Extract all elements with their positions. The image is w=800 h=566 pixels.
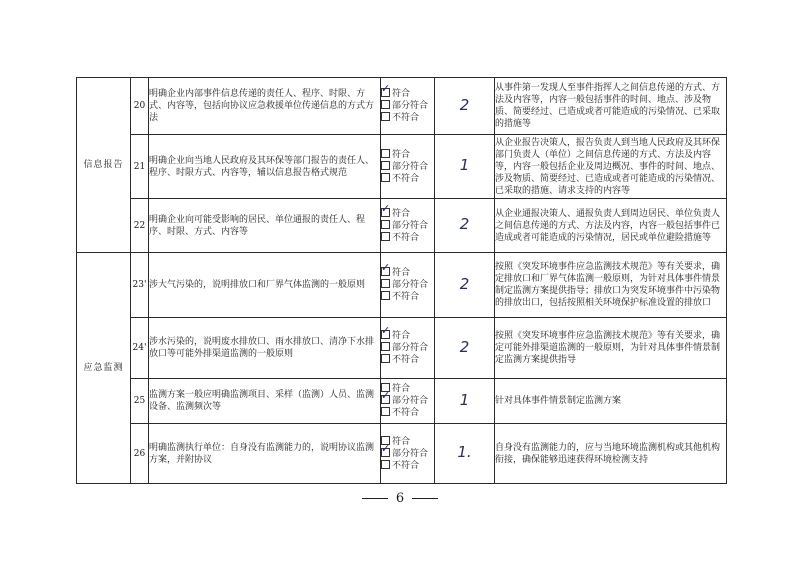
option-label: 符合 — [392, 268, 411, 278]
handwritten-score — [435, 135, 495, 199]
page-footer — [0, 491, 800, 506]
item-number: 26 — [131, 424, 149, 484]
requirement-text: 明确企业向可能受影响的居民、单位通报的责任人、程序、时限、方式、内容等 — [149, 199, 381, 253]
guidance-note: 从事件第一发现人至事件指挥人之间信息传递的方式、方法及内容等，内容一般包括事件的时间、地点、涉及物质、简要经过、已造成或者可能造成的污染情况、已采取的措施等 — [495, 78, 727, 135]
option-label: 不符合 — [392, 232, 420, 243]
section-label: 信息报告 — [77, 78, 131, 253]
item-number: 20 — [131, 78, 149, 135]
option-meets[interactable] — [381, 201, 434, 220]
requirement-text: 明确企业内部事件信息传递的责任人、程序、时限、方式、内容等，包括向协议应急救援单位传递信息的方式方法 — [149, 78, 381, 135]
option-fails[interactable] — [381, 460, 434, 472]
checkbox-icon[interactable] — [381, 389, 391, 404]
requirement-text: 涉大气污染的，说明排放口和厂界气体监测的一般原则 — [149, 253, 381, 318]
checkbox-icon[interactable] — [381, 82, 391, 97]
checkbox-icon[interactable] — [381, 149, 390, 158]
footer-dash-right — [412, 498, 438, 499]
option-partial[interactable] — [381, 441, 434, 460]
check-mark-icon: ✓ — [381, 324, 391, 337]
option-fails[interactable] — [381, 354, 434, 366]
handwritten-score — [435, 379, 495, 424]
option-meets[interactable] — [381, 82, 434, 100]
option-label: 部分符合 — [392, 280, 429, 290]
option-label: 部分符合 — [392, 220, 429, 231]
checkbox-icon[interactable] — [381, 342, 390, 351]
compliance-options — [381, 253, 435, 318]
option-label: 部分符合 — [392, 448, 429, 459]
check-mark-icon: ✓ — [381, 389, 391, 402]
option-partial[interactable] — [381, 389, 434, 407]
check-mark-icon: ✓ — [381, 201, 391, 215]
checkbox-icon[interactable] — [381, 100, 390, 109]
option-meets[interactable] — [381, 149, 434, 161]
score-value: 2 — [459, 337, 470, 356]
option-label: 符合 — [392, 89, 411, 99]
item-number: 25 — [131, 379, 149, 424]
item-number: 23' — [131, 253, 149, 318]
option-label: 部分符合 — [392, 101, 429, 111]
check-mark-icon: ✓ — [381, 441, 391, 455]
guidance-note: 按照《突发环境事件应急监测技术规范》等有关要求，确定排放口和厂界气体监测一般原则，为针对具体事件情景制定监测方案提供指导；排放口为突发环境事件中污染物的排放出口，包括按照相关环境保护标准设置的排放口 — [495, 253, 727, 318]
option-label: 不符合 — [392, 355, 420, 365]
option-partial[interactable] — [381, 161, 434, 173]
guidance-note: 从企业报告决策人，报告负责人到当地人民政府及其环保部门负责人（单位）之间信息传递的方式、方法及内容等，内容一般包括企业及周边概况、事件的时间、地点、涉及物质、简要经过、已造成或者可能造成的污染情况、已采取的措施、请求支持的内容等 — [495, 135, 727, 199]
checkbox-icon[interactable] — [381, 324, 391, 339]
option-label: 符合 — [392, 331, 411, 341]
table-row — [77, 135, 727, 199]
option-fails[interactable] — [381, 407, 434, 419]
handwritten-score — [435, 78, 495, 135]
option-label: 部分符合 — [392, 343, 429, 353]
requirement-text: 明确企业向当地人民政府及其环保等部门报告的责任人、程序、时限方式、内容等，辅以信息报告格式规范 — [149, 135, 381, 199]
table-row — [77, 318, 727, 379]
checkbox-icon[interactable] — [381, 354, 390, 363]
option-label: 部分符合 — [392, 396, 429, 406]
checkbox-icon[interactable] — [381, 161, 390, 170]
option-partial[interactable] — [381, 279, 434, 291]
score-value: 1. — [457, 443, 472, 461]
section-label: 应急监测 — [77, 253, 131, 484]
score-value: 1 — [459, 156, 470, 174]
score-value: 2 — [459, 95, 470, 114]
table-row — [77, 253, 727, 318]
option-fails[interactable] — [381, 173, 434, 185]
table-row — [77, 379, 727, 424]
check-mark-icon: ✓ — [381, 261, 391, 274]
checkbox-icon[interactable] — [381, 407, 390, 416]
item-number: 24' — [131, 318, 149, 379]
requirement-text: 监测方案一般应明确监测项目、采样（监测）人员、监测设备、监测频次等 — [149, 379, 381, 424]
table-row — [77, 424, 727, 484]
option-meets[interactable] — [381, 261, 434, 279]
compliance-options — [381, 135, 435, 199]
option-label: 符合 — [392, 208, 411, 219]
checkbox-icon[interactable] — [381, 112, 390, 121]
page-number: 6 — [395, 491, 405, 506]
compliance-options — [381, 78, 435, 135]
handwritten-score — [435, 318, 495, 379]
score-value: 2 — [459, 274, 470, 293]
requirement-text: 明确监测执行单位：自身没有监测能力的，说明协议监测方案，并附协议 — [149, 424, 381, 484]
compliance-options — [381, 379, 435, 424]
option-fails[interactable] — [381, 232, 434, 244]
compliance-options — [381, 199, 435, 253]
option-label: 不符合 — [392, 173, 420, 184]
table-row — [77, 199, 727, 253]
option-partial[interactable] — [381, 342, 434, 354]
option-label: 符合 — [392, 436, 411, 447]
checkbox-icon[interactable] — [381, 220, 390, 229]
option-label: 符合 — [392, 384, 411, 394]
checkbox-icon[interactable] — [381, 201, 391, 217]
checkbox-icon[interactable] — [381, 291, 390, 300]
guidance-note: 针对具体事件情景制定监测方案 — [495, 379, 727, 424]
guidance-note: 从企业通报决策人、通报负责人到周边居民、单位负责人之间信息传递的方式、方法及内容，内容一般包括事件已造成或者可能造成的污染情况，居民或单位避险措施等 — [495, 199, 727, 253]
checkbox-icon[interactable] — [381, 173, 390, 182]
option-label: 不符合 — [392, 460, 420, 471]
option-label: 不符合 — [392, 113, 420, 123]
checkbox-icon[interactable] — [381, 261, 391, 276]
option-partial[interactable] — [381, 220, 434, 232]
option-label: 不符合 — [392, 408, 420, 418]
guidance-note: 按照《突发环境事件应急监测技术规范》等有关要求，确定可能外排渠道监测的一般原则，为针对具体事件情景制定监测方案提供指导 — [495, 318, 727, 379]
compliance-options — [381, 424, 435, 484]
option-partial[interactable] — [381, 100, 434, 112]
checkbox-icon[interactable] — [381, 460, 390, 469]
checkbox-icon[interactable] — [381, 279, 390, 288]
option-label: 符合 — [392, 149, 411, 160]
requirement-text: 涉水污染的，说明废水排放口、雨水排放口、清净下水排放口等可能外排渠道监测的一般原则 — [149, 318, 381, 379]
option-fails[interactable] — [381, 291, 434, 303]
guidance-note: 自身没有监测能力的，应与当地环境监测机构或其他机构衔接，确保能够迅速获得环境检测支持 — [495, 424, 727, 484]
score-value: 1 — [459, 390, 470, 409]
check-mark-icon: ✓ — [381, 82, 391, 95]
option-label: 不符合 — [392, 292, 420, 302]
checkbox-icon[interactable] — [381, 441, 391, 457]
checkbox-icon[interactable] — [381, 232, 390, 241]
compliance-options — [381, 318, 435, 379]
handwritten-score — [435, 199, 495, 253]
option-fails[interactable] — [381, 112, 434, 124]
handwritten-score — [435, 424, 495, 484]
item-number: 22 — [131, 199, 149, 253]
option-meets[interactable] — [381, 324, 434, 342]
footer-dash-left — [362, 498, 388, 499]
handwritten-score — [435, 253, 495, 318]
item-number: 21 — [131, 135, 149, 199]
table-row — [77, 78, 727, 135]
option-label: 部分符合 — [392, 161, 429, 172]
score-value: 2 — [459, 215, 470, 233]
evaluation-table — [76, 77, 727, 484]
